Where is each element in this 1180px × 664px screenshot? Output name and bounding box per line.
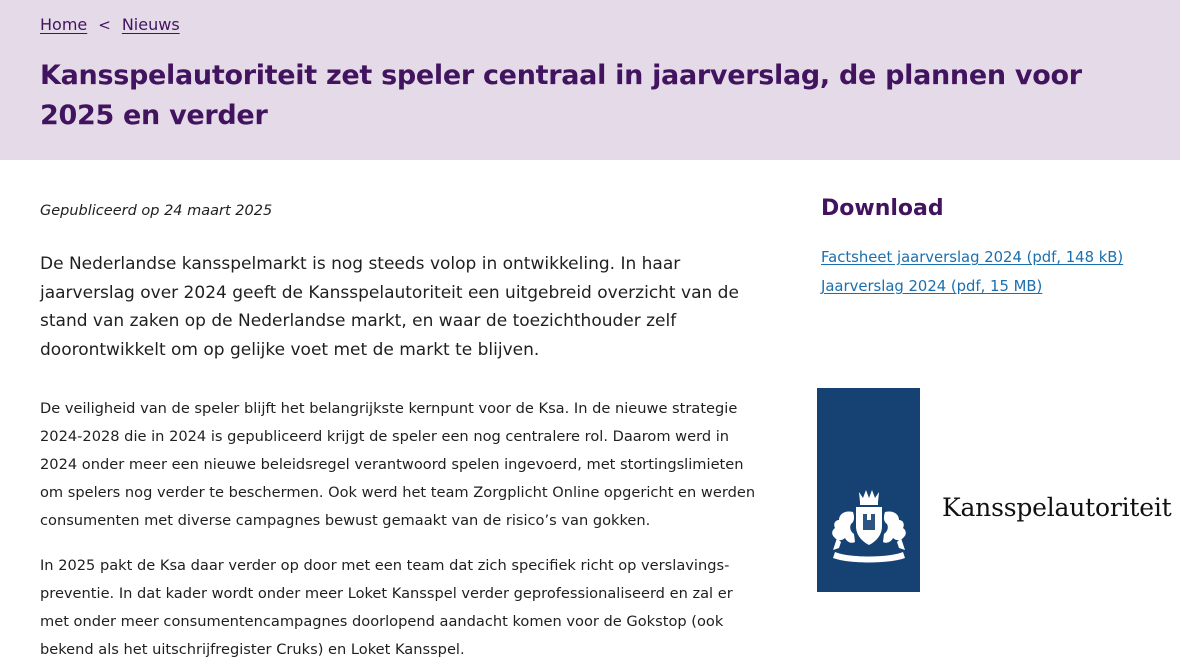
logo-ribbon [817,388,920,592]
breadcrumb-news-link[interactable]: Nieuws [121,15,180,34]
list-item [821,272,1123,301]
coat-of-arms-icon [825,486,913,566]
article-paragraph: In 2025 pakt de Ksa daar verder op door met een team dat zich specifiek richt op verslavings-preventie. In dat kader wordt onder meer Loket Kansspel verder geprofessionaliseerd en zal er met onder meer consumentencampagnes doorlopend aandacht komen voor de Gokstop (ook bekend als het uitschrijfregister Cruks) en Loket Kansspel. [40,557,733,658]
download-list [821,243,1123,301]
page-title: Kansspelautoriteit zet speler centraal in jaarverslag, de plannen voor 2025 en verder [40,60,1082,131]
factsheet-download-link[interactable]: Factsheet jaarverslag 2024 (pdf, 148 kB) [821,249,1124,266]
publication-date: Gepubliceerd op 24 maart 2025 [40,203,273,219]
article-paragraph: De veiligheid van de speler blijft het belangrijkste kernpunt voor de Ksa. In de nieuwe strategie 2024-2028 die in 2024 is gepubliceerd krijgt de speler een nog centralere rol. Daarom werd in 2024 onder meer een nieuwe beleidsregel verantwoord spelen ingevoerd, met stortingslimieten om spelers nog verder te beschermen. Ook werd het team Zorgplicht Online opgericht en werden consumenten met diverse campagnes bewust gemaakt van de risico’s van gokken. [40,400,756,529]
annual-report-download-link[interactable]: Jaarverslag 2024 (pdf, 15 MB) [821,278,1043,295]
organization-logo-name: Kansspelautoriteit [942,493,1172,522]
breadcrumb [40,15,180,35]
list-item [821,243,1123,272]
download-heading: Download [821,196,944,221]
page-header [0,0,1180,160]
breadcrumb-home-link[interactable]: Home [40,15,88,34]
chevron-left-icon: < [98,16,111,34]
article-intro: De Nederlandse kansspelmarkt is nog steeds volop in ontwikkeling. In haar jaarverslag over 2024 geeft de Kansspelautoriteit een uitgebreid overzicht van de stand van zaken op de Nederlandse markt, en waar de toezichthouder zelf doorontwikkelt om op gelijke voet met de markt te blijven. [40,254,739,360]
